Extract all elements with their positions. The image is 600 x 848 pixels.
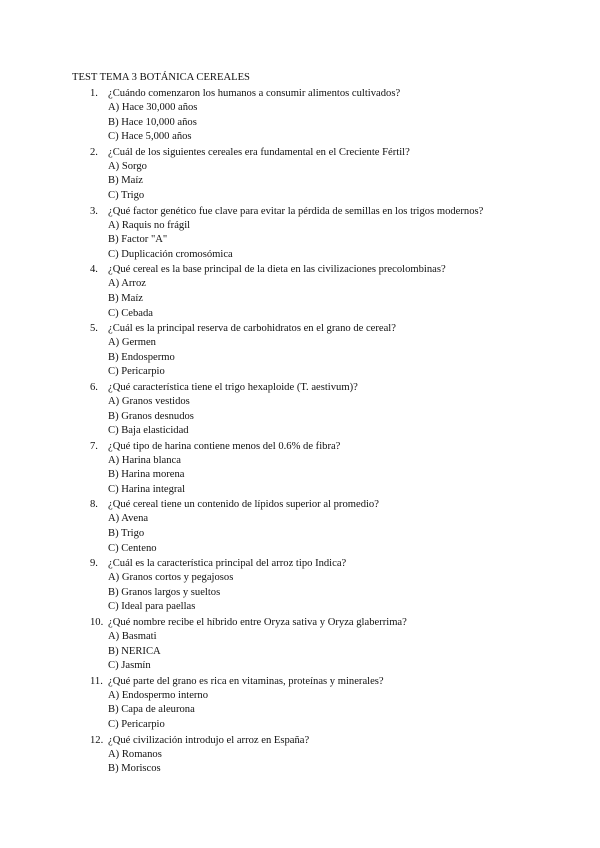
answer-option: A) Germen (108, 337, 156, 349)
question-line (72, 380, 572, 395)
answer-option: B) Moriscos (108, 763, 161, 775)
question-item (72, 615, 572, 674)
question-line (72, 497, 572, 512)
question-number: 8. (90, 499, 98, 511)
answer-option: B) Granos desnudos (108, 410, 194, 422)
question-text: ¿Qué nombre recibe el híbrido entre Oryza sativa y Oryza glaberrima? (108, 617, 407, 629)
answer-option: A) Hace 30,000 años (108, 102, 198, 113)
question-text: ¿Cuál de los siguientes cereales era fundamental en el Creciente Fértil? (108, 146, 410, 158)
question-number: 10. (90, 617, 104, 629)
answer-option: C) Ideal para paellas (108, 601, 196, 613)
answer-option: A) Sorgo (108, 160, 147, 172)
question-item (72, 145, 572, 204)
question-line (72, 204, 572, 219)
answer-option: B) Hace 10,000 años (108, 116, 197, 128)
answer-option: C) Centeno (108, 542, 157, 554)
question-item (72, 733, 572, 777)
question-number: 3. (90, 205, 98, 217)
answer-option: B) Capa de aleurona (108, 704, 195, 716)
question-text: ¿Cuál es la principal reserva de carbohidratos en el grano de cereal? (108, 323, 396, 335)
question-text: ¿Qué tipo de harina contiene menos del 0.6% de fibra? (108, 440, 341, 452)
answer-option: A) Endospermo interno (108, 689, 209, 701)
question-number: 1. (90, 88, 98, 99)
question-text: ¿Qué factor genético fue clave para evitar la pérdida de semillas en los trigos modernos? (108, 205, 484, 217)
answer-option: B) Factor "A" (108, 234, 168, 246)
answer-option: C) Cebada (108, 307, 154, 319)
question-item (72, 262, 572, 321)
question-number: 2. (90, 146, 98, 158)
document-title: TEST TEMA 3 BOTÁNICA CEREALES (72, 72, 250, 83)
question-list (72, 86, 572, 777)
answer-option: A) Basmati (108, 631, 157, 643)
answer-option: B) Maíz (108, 175, 144, 187)
answer-option: C) Jasmín (108, 660, 151, 672)
question-line (72, 733, 572, 748)
question-item (72, 86, 572, 145)
answer-option: C) Baja elasticidad (108, 425, 189, 437)
question-item (72, 497, 572, 556)
answer-option: B) Harina morena (108, 469, 185, 481)
question-item (72, 439, 572, 498)
question-line (72, 615, 572, 630)
question-number: 12. (90, 734, 104, 746)
answer-option: B) NERICA (108, 645, 161, 657)
question-line (72, 439, 572, 454)
question-text: ¿Cuándo comenzaron los humanos a consumir alimentos cultivados? (108, 88, 401, 99)
answer-option: A) Harina blanca (108, 454, 181, 466)
answer-option: C) Pericarpio (108, 719, 165, 730)
answer-option: C) Hace 5,000 años (108, 131, 192, 143)
question-text: ¿Qué civilización introdujo el arroz en España? (108, 734, 310, 746)
answer-option: A) Arroz (108, 278, 146, 290)
question-text: ¿Cuál es la característica principal del arroz tipo Indica? (108, 558, 347, 570)
question-item (72, 380, 572, 439)
question-number: 4. (90, 264, 98, 276)
question-line (72, 262, 572, 277)
question-line (72, 674, 572, 689)
question-number: 6. (90, 381, 98, 393)
answer-option: B) Granos largos y sueltos (108, 586, 221, 598)
question-text: ¿Qué cereal es la base principal de la dieta en las civilizaciones precolombinas? (108, 264, 446, 276)
question-item (72, 556, 572, 615)
question-line (72, 86, 572, 101)
answer-option: B) Trigo (108, 528, 145, 540)
answer-option: C) Pericarpio (108, 366, 165, 378)
answer-option: B) Maíz (108, 292, 144, 304)
question-text: ¿Qué característica tiene el trigo hexaploide (T. aestivum)? (108, 381, 358, 393)
question-text: ¿Qué parte del grano es rica en vitaminas, proteínas y minerales? (108, 675, 384, 687)
question-text: ¿Qué cereal tiene un contenido de lípidos superior al promedio? (108, 499, 379, 511)
question-item (72, 204, 572, 263)
answer-option: A) Romanos (108, 748, 162, 760)
answer-option: C) Harina integral (108, 483, 186, 495)
question-number: 7. (90, 440, 98, 452)
question-item (72, 321, 572, 380)
question-line (72, 145, 572, 160)
answer-option: A) Granos cortos y pegajosos (108, 572, 234, 584)
question-number: 5. (90, 323, 98, 335)
answer-option: A) Raquis no frágil (108, 219, 191, 231)
question-item (72, 674, 572, 733)
answer-option: A) Granos vestidos (108, 395, 190, 407)
answer-option: A) Avena (108, 513, 149, 525)
answer-option: C) Duplicación cromosómica (108, 248, 233, 260)
question-line (72, 321, 572, 336)
answer-option: C) Trigo (108, 189, 145, 201)
question-number: 11. (90, 675, 103, 687)
answer-option: B) Endospermo (108, 351, 175, 363)
question-line (72, 556, 572, 571)
question-number: 9. (90, 558, 98, 570)
